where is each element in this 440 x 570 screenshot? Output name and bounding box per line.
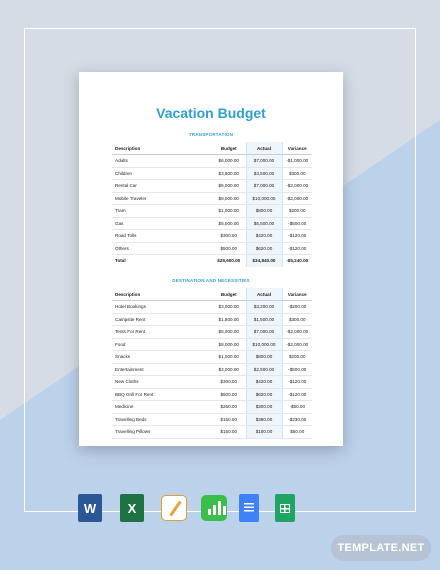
pen-shape bbox=[169, 501, 181, 517]
row-description: Tents For Rent bbox=[112, 326, 212, 339]
excel-icon[interactable] bbox=[120, 494, 144, 522]
total-actual: $34,840.00 bbox=[246, 255, 282, 267]
row-actual: $1,500.00 bbox=[246, 313, 282, 326]
row-actual: $7,000.00 bbox=[246, 155, 282, 168]
header-variance: Variance bbox=[282, 288, 312, 301]
row-variance: -$2,000.00 bbox=[282, 338, 312, 351]
table-header-row bbox=[112, 288, 312, 301]
row-budget: $150.00 bbox=[212, 426, 246, 439]
row-variance: -$120.00 bbox=[282, 242, 312, 255]
header-actual: Actual bbox=[246, 142, 282, 155]
header-variance: Variance bbox=[282, 142, 312, 155]
total-variance: -$5,240.00 bbox=[286, 258, 309, 264]
row-budget: $5,000.00 bbox=[212, 217, 246, 230]
header-description: Description bbox=[112, 142, 212, 155]
template-net-badge[interactable]: TEMPLATE.NET bbox=[331, 535, 431, 561]
table-row bbox=[112, 313, 312, 326]
total-label: Total bbox=[115, 258, 126, 264]
row-variance: $300.00 bbox=[282, 167, 312, 180]
section-title-destination: DESTINATION AND NECESSITIES bbox=[172, 278, 250, 283]
row-budget: $500.00 bbox=[212, 388, 246, 401]
row-actual: $10,000.00 bbox=[246, 338, 282, 351]
row-budget: $5,000.00 bbox=[212, 326, 246, 339]
row-actual: $620.00 bbox=[246, 242, 282, 255]
table-row bbox=[112, 242, 312, 255]
row-variance: -$1,000.00 bbox=[282, 155, 312, 168]
row-description: New Cloths bbox=[112, 376, 212, 389]
row-description: BBQ Grill For Rent bbox=[112, 388, 212, 401]
numbers-icon[interactable] bbox=[201, 495, 227, 521]
table-row bbox=[112, 338, 312, 351]
table-row bbox=[112, 180, 312, 193]
table-row bbox=[112, 217, 312, 230]
row-budget: $6,000.00 bbox=[212, 155, 246, 168]
table-row bbox=[112, 351, 312, 364]
row-description: Mobile Traveler bbox=[112, 192, 212, 205]
row-variance: -$50.00 bbox=[282, 401, 312, 414]
row-variance: -$120.00 bbox=[282, 388, 312, 401]
total-budget: $29,600.00 bbox=[217, 258, 241, 264]
destination-table bbox=[112, 288, 312, 439]
header-description: Description bbox=[112, 288, 212, 301]
table-row bbox=[112, 230, 312, 243]
row-budget: $150.00 bbox=[212, 413, 246, 426]
row-actual: $420.00 bbox=[246, 376, 282, 389]
row-budget: $1,000.00 bbox=[212, 205, 246, 218]
row-variance: $200.00 bbox=[282, 205, 312, 218]
row-description: Travelling Beds bbox=[112, 413, 212, 426]
sheet-grid bbox=[280, 504, 290, 513]
row-description: Others bbox=[112, 242, 212, 255]
table-row bbox=[112, 155, 312, 168]
transportation-table bbox=[112, 142, 312, 267]
header-budget: Budget bbox=[212, 288, 246, 301]
row-description: Medicine bbox=[112, 401, 212, 414]
row-variance: $50.00 bbox=[282, 426, 312, 439]
row-variance: $300.00 bbox=[282, 313, 312, 326]
row-actual: $380.00 bbox=[246, 413, 282, 426]
row-description: Food bbox=[112, 338, 212, 351]
row-actual: $5,500.00 bbox=[246, 217, 282, 230]
google-sheets-icon[interactable] bbox=[275, 494, 295, 522]
row-budget: $500.00 bbox=[212, 242, 246, 255]
pages-icon[interactable] bbox=[161, 495, 187, 521]
bar-shape bbox=[208, 501, 226, 515]
row-actual: $7,000.00 bbox=[246, 326, 282, 339]
row-actual: $3,200.00 bbox=[246, 301, 282, 314]
row-description: Campsite Rent bbox=[112, 313, 212, 326]
row-budget: $8,000.00 bbox=[212, 192, 246, 205]
row-variance: -$2,000.00 bbox=[282, 192, 312, 205]
row-budget: $8,000.00 bbox=[212, 338, 246, 351]
row-budget: $3,000.00 bbox=[212, 301, 246, 314]
row-actual: $2,500.00 bbox=[246, 363, 282, 376]
table-row bbox=[112, 326, 312, 339]
document-preview bbox=[79, 72, 343, 446]
row-description: Snacks bbox=[112, 351, 212, 364]
table-row bbox=[112, 426, 312, 439]
doc-lines bbox=[244, 503, 254, 513]
word-glyph: W bbox=[83, 500, 97, 516]
row-description: Adults bbox=[112, 155, 212, 168]
row-actual: $420.00 bbox=[246, 230, 282, 243]
row-variance: -$500.00 bbox=[282, 217, 312, 230]
row-actual: $800.00 bbox=[246, 205, 282, 218]
row-actual: $620.00 bbox=[246, 388, 282, 401]
row-actual: $800.00 bbox=[246, 351, 282, 364]
total-row bbox=[112, 255, 312, 267]
row-budget: $2,000.00 bbox=[212, 363, 246, 376]
document-title: Vacation Budget bbox=[156, 105, 266, 121]
row-variance: -$120.00 bbox=[282, 230, 312, 243]
row-variance: -$200.00 bbox=[282, 301, 312, 314]
row-description: Hotel Bookings bbox=[112, 301, 212, 314]
row-description: Gas bbox=[112, 217, 212, 230]
row-budget: $5,000.00 bbox=[212, 180, 246, 193]
table-row bbox=[112, 301, 312, 314]
excel-glyph: X bbox=[127, 500, 137, 516]
table-row bbox=[112, 388, 312, 401]
row-variance: -$2,000.00 bbox=[282, 326, 312, 339]
row-variance: -$2,000.00 bbox=[282, 180, 312, 193]
header-actual: Actual bbox=[246, 288, 282, 301]
row-budget: $250.00 bbox=[212, 401, 246, 414]
row-budget: $300.00 bbox=[212, 230, 246, 243]
row-actual: $300.00 bbox=[246, 401, 282, 414]
row-description: Travelling Pillows bbox=[112, 426, 212, 439]
row-description: Entertainment bbox=[112, 363, 212, 376]
row-description: Road Tolls bbox=[112, 230, 212, 243]
row-description: Rental Car bbox=[112, 180, 212, 193]
table-header-row bbox=[112, 142, 312, 155]
row-budget: $1,800.00 bbox=[212, 313, 246, 326]
row-actual: $3,500.00 bbox=[246, 167, 282, 180]
table-row bbox=[112, 167, 312, 180]
row-variance: -$120.00 bbox=[282, 376, 312, 389]
row-budget: $1,000.00 bbox=[212, 351, 246, 364]
table-row bbox=[112, 205, 312, 218]
table-row bbox=[112, 413, 312, 426]
row-actual: $7,000.00 bbox=[246, 180, 282, 193]
row-description: Tram bbox=[112, 205, 212, 218]
section-title-transportation: TRANSPORTATION bbox=[188, 132, 234, 137]
row-budget: $300.00 bbox=[212, 376, 246, 389]
google-docs-icon[interactable] bbox=[239, 494, 259, 522]
row-budget: $3,800.00 bbox=[212, 167, 246, 180]
row-actual: $100.00 bbox=[246, 426, 282, 439]
word-icon[interactable] bbox=[78, 494, 102, 522]
table-row bbox=[112, 401, 312, 414]
row-variance: $200.00 bbox=[282, 351, 312, 364]
row-variance: -$500.00 bbox=[282, 363, 312, 376]
table-row bbox=[112, 376, 312, 389]
table-row bbox=[112, 192, 312, 205]
table-row bbox=[112, 363, 312, 376]
row-actual: $10,000.00 bbox=[246, 192, 282, 205]
header-budget: Budget bbox=[212, 142, 246, 155]
row-description: Children bbox=[112, 167, 212, 180]
row-variance: -$230.00 bbox=[282, 413, 312, 426]
